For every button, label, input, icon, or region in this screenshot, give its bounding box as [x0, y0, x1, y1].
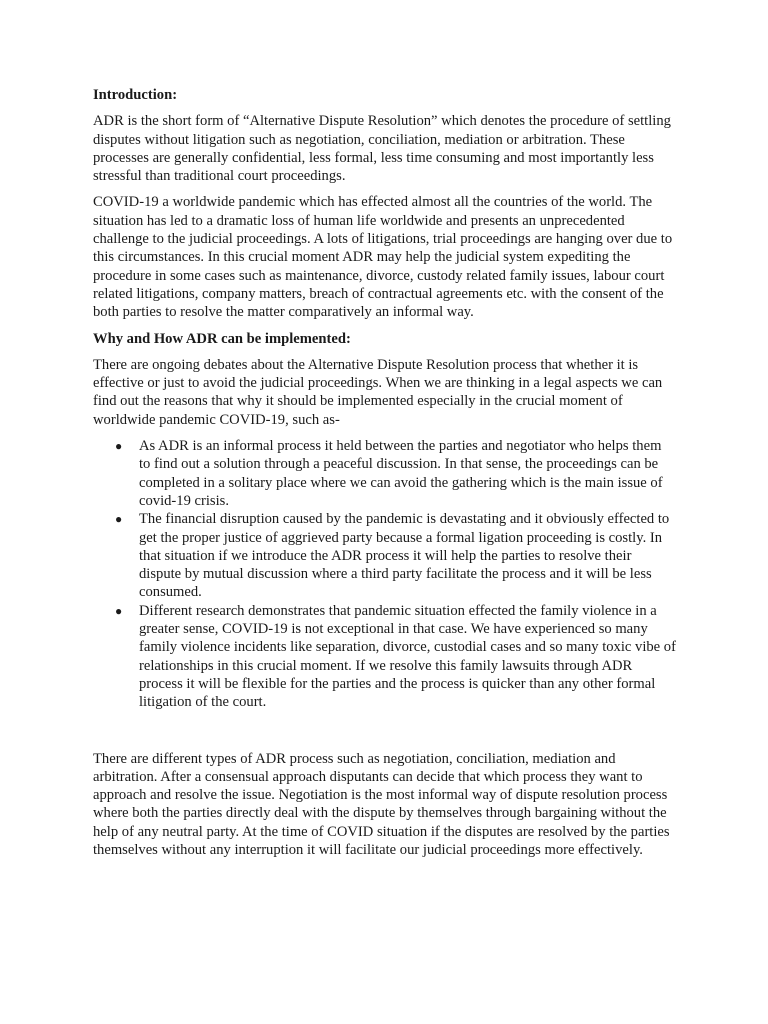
bullet-item: [93, 510, 676, 601]
reasons-bullet-list: [93, 437, 676, 711]
bullet-text: As ADR is an informal process it held between the parties and negotiator who helps them to find out a solution through a peaceful discussion. In that sense, the proceedings can be completed in a solitary place where we can avoid the gathering which is the main issue of covid-19 crisis.: [139, 438, 663, 509]
why-how-heading: Why and How ADR can be implemented:: [93, 330, 351, 347]
intro-paragraph-adr-definition: ADR is the short form of “Alternative Dispute Resolution” which denotes the procedure of settling disputes without litigation such as negotiation, conciliation, mediation or arbitration. These processes are generally confidential, less formal, less time consuming and most importantly less stressful than traditional court proceedings.: [93, 113, 671, 185]
bullet-item: [93, 437, 676, 510]
bullet-dot-icon: ●: [115, 512, 123, 527]
adr-types-paragraph: There are different types of ADR process such as negotiation, conciliation, mediation and arbitration. After a consensual approach disputants can decide that which process they want to approach and resolve the issue. Negotiation is the most informal way of dispute resolution process where both the parties directly deal with the dispute by themselves through bargaining without the help of any neutral party. At the time of COVID situation if the disputes are resolved by the parties themselves without any interruption it will facilitate our judicial proceedings more effectively.: [93, 750, 670, 858]
bullet-dot-icon: ●: [115, 439, 123, 454]
intro-paragraph-covid: COVID-19 a worldwide pandemic which has effected almost all the countries of the world. The situation has led to a dramatic loss of human life worldwide and presents an unprecedented challenge to the judicial proceedings. A lots of litigations, trial proceedings are hanging over due to this circumstances. In this crucial moment ADR may help the judicial system expediting the procedure in some cases such as maintenance, divorce, custody related family issues, labour court related litigations, company matters, breach of contractual agreements etc. with the consent of the both parties to resolve the matter comparatively an informal way.: [93, 194, 673, 321]
bullet-text: The financial disruption caused by the pandemic is devastating and it obviously effected to get the proper justice of aggrieved party because a formal ligation proceeding is costly. In that situation if we introduce the ADR process it will help the parties to resolve their dispute by mutual discussion where a third party facilitate the process and it will be less consumed.: [139, 511, 670, 601]
bullet-dot-icon: ●: [115, 603, 123, 618]
why-how-paragraph: There are ongoing debates about the Alternative Dispute Resolution process that whether it is effective or just to avoid the judicial proceedings. When we are thinking in a legal aspects we can find out the reasons that why it should be implemented especially in the crucial moment of worldwide pandemic COVID-19, such as-: [93, 356, 663, 428]
document-page: [93, 86, 676, 867]
section-spacer: [93, 712, 676, 750]
bullet-item: [93, 602, 676, 712]
introduction-heading: Introduction:: [93, 87, 178, 103]
bullet-text: Different research demonstrates that pandemic situation effected the family violence in a greater sense, COVID-19 is not exceptional in that case. We have experienced so many family violence incidents like separation, divorce, custodial cases and so many toxic vibe of relationships in this crucial moment. If we resolve this family lawsuits through ADR process it will be flexible for the parties and the process is quicker than any other formal litigation of the court.: [139, 602, 676, 711]
